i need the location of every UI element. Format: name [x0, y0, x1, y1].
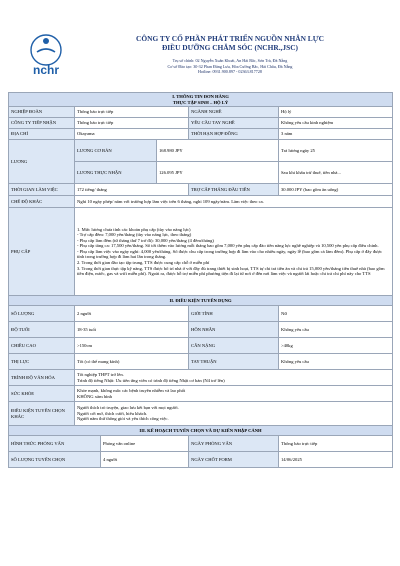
salary-label: LƯƠNG	[9, 140, 75, 184]
company-name-line2: ĐIỀU DƯỠNG CHĂM SÓC (NCHR.,JSC)	[161, 43, 299, 52]
headquarters-address: Trụ sở chính: 02 Nguyễn Xuân Khoát, An Hải Bắc, Sơn Trà, Đà Nẵng	[172, 58, 288, 63]
address-label: ĐỊA CHỈ	[9, 129, 75, 140]
other-conditions-label: ĐIỀU KIỆN TUYỂN CHỌN KHÁC	[9, 402, 75, 426]
handedness-label: TAY THUẬN	[189, 354, 279, 370]
interview-date-label: NGÀY PHỎNG VẤN	[189, 436, 279, 452]
industry-label: NGÀNH NGHỀ	[189, 107, 279, 118]
contract-label: THỜI HẠN HỢP ĐỒNG	[189, 129, 279, 140]
gender-label: GIỚI TÍNH	[189, 306, 279, 322]
allowance-item: 3. Trong thời gian thực tập kỹ năng, TTS được bố trí nhà ở với đầy đủ trang thiết bị sinh hoạt, TTS tự chi trả tiền ăn và chi trả 15,000 yên/tháng tiền thuê nhà (bao gồm tiền điện, nước, gas và wifi miễn phí). Ngoài ra, được hỗ trợ miễn phí phương tiện đi lại từ nơi ở đến nơi làm việc và người lái hoặc chi trả chi phí này cho TTS	[77, 265, 385, 277]
form-deadline-value: 14/06/2025	[279, 452, 393, 468]
health-line: Khỏe mạnh, không mắc các bệnh truyền nhiễm và lao phổi	[77, 388, 186, 394]
eyesight-value: Tốt (có thể mang kính)	[75, 354, 189, 370]
employer-label: CÔNG TY TIẾP NHẬN	[9, 118, 75, 129]
company-name-line1: CÔNG TY CỔ PHẦN PHÁT TRIỂN NGUỒN NHÂN LỰC	[136, 34, 324, 43]
condition-item: Người thích trò truyện, giao lưu kết bạn với mọi người.	[77, 405, 179, 411]
hours-value: 172 tiếng/ tháng	[75, 184, 189, 196]
letterhead	[20, 18, 388, 88]
gender-value: Nữ	[279, 306, 393, 322]
allowance-item: 2. Trong thời gian đào tạo tập trung, TTS được cung cấp chỗ ở miễn phí	[77, 260, 210, 266]
quantity-label: SỐ LƯỢNG	[9, 306, 75, 322]
address-value: Okayama	[75, 129, 189, 140]
allowance-list	[75, 208, 393, 296]
education-line: Tốt nghiệp THPT trở lên.	[77, 372, 124, 378]
section-title-order: I. THÔNG TIN ĐƠN HÀNG	[172, 94, 229, 99]
selection-count-value: 4 người	[101, 452, 189, 468]
training-address: Cơ sở Đào tạo: 30-32 Phan Đăng Lưu, Hòa Cường Bắc, Hải Châu, Đà Nẵng	[167, 63, 293, 69]
interview-form-label: HÌNH THỨC PHỎNG VẤN	[9, 436, 101, 452]
tattoo-line: KHÔNG xăm hình	[77, 393, 112, 399]
union-value: Thông báo trực tiếp	[75, 107, 189, 118]
height-value: >150cm	[75, 338, 189, 354]
section-subtitle-order: THỰC TẬP SINH – HỘ LÝ	[172, 99, 229, 105]
section-header-order	[9, 93, 393, 107]
company-logo	[20, 28, 72, 80]
first-month-allowance-label: TRỢ CẤP THÁNG ĐẦU TIÊN	[189, 184, 279, 196]
first-month-allowance-value: 30.000 JPY (bao gồm ăn uống)	[279, 184, 393, 196]
net-salary-value: 126.095 JPY	[157, 162, 279, 184]
allowance-item: 1. Mức lương chưa tính các khoản phụ cấp (tùy vào năng lực)	[77, 226, 191, 232]
age-value: 18-35 tuổi	[75, 322, 189, 338]
other-conditions-list	[75, 402, 393, 426]
net-salary-label: LƯƠNG THỰC NHẬN	[75, 162, 157, 184]
other-benefits-label: CHẾ ĐỘ KHÁC	[9, 196, 75, 208]
company-name	[80, 34, 380, 52]
employer-value: Thông báo trực tiếp	[75, 118, 189, 129]
marital-value: Không yêu cầu	[279, 322, 393, 338]
allowance-item: - Phụ cấp làm việc vào ngày nghỉ: 4,000 yên/tháng. Số được chu cấp trong trường hợp đi làm vào cho nhiều ngày, ngày lễ (bao gồm cả làm đêm). Phụ cấp ở đây được tính trong trường hợp đi làm hai lần trong tháng.	[77, 248, 383, 260]
form-deadline-label: NGÀY CHỐT FORM	[189, 452, 279, 468]
job-order-table	[8, 92, 393, 468]
allowance-label: PHỤ CẤP	[9, 208, 75, 296]
industry-value: Hộ lý	[279, 107, 393, 118]
basic-salary-value: 168.980 JPY	[157, 140, 279, 162]
handedness-value: Không yêu cầu	[279, 354, 393, 370]
condition-item: Người cởi mở, thích cười, hiếu khách.	[77, 410, 148, 416]
other-benefits-value: Nghỉ 10 ngày phép/ năm với trường hợp làm việc trên 6 tháng, nghỉ 109 ngày/năm. Làm việc theo ca.	[75, 196, 393, 208]
allowance-item: - Phụ cấp tăng ca: 17,500 yên/tháng. Số tới thêm vào lương mỗi tháng bao gồm 7,000 yên phụ cấp đào tiền năng lực nghề nghiệp và 10,500 yên phụ cấp điều chỉnh.	[77, 243, 379, 249]
height-label: CHIỀU CAO	[9, 338, 75, 354]
hours-label: THỜI GIAN LÀM VIỆC	[9, 184, 75, 196]
eyesight-label: THỊ LỰC	[9, 354, 75, 370]
weight-label: CÂN NẶNG	[189, 338, 279, 354]
basic-salary-label: LƯƠNG CƠ BẢN	[75, 140, 157, 162]
weight-value: >40kg	[279, 338, 393, 354]
section-title-conditions: II. ĐIỀU KIỆN TUYỂN DỤNG	[9, 296, 393, 306]
quantity-value: 2 người	[75, 306, 189, 322]
marital-label: HÔN NHÂN	[189, 322, 279, 338]
language-line: Trình độ tiếng Nhật: Ưu tiên ứng viên có trình độ tiếng Nhật cơ bản (N4 trở lên)	[77, 377, 225, 383]
contract-value: 3 năm	[279, 129, 393, 140]
education-label: TRÌNH ĐỘ VĂN HÓA	[9, 370, 75, 386]
logo-text: nchr	[32, 63, 60, 77]
interview-date-value: Thông báo trực tiếp	[279, 436, 393, 452]
basic-salary-note: Trả lương ngày 25	[279, 140, 393, 162]
skill-req-value: Không yêu cầu kinh nghiệm	[279, 118, 393, 129]
net-salary-note: Sau khi khấu trừ thuế, tiền nhà...	[279, 162, 393, 184]
health-value	[75, 386, 393, 402]
union-label: NGHIỆP ĐOÀN	[9, 107, 75, 118]
section-title-plan: III. KẾ HOẠCH TUYỂN CHỌN VÀ DỰ KIẾN NHẬP CẢNH	[9, 426, 393, 436]
selection-count-label: SỐ LƯỢNG TUYỂN CHỌN	[9, 452, 101, 468]
condition-item: Người năm thứ thông giỏi và yêu thích công việc.	[77, 416, 169, 422]
allowance-item: - Trợ cấp đêm: 7,000 yên/tháng (tùy vào năng lực, theo tháng)	[77, 232, 192, 238]
age-label: ĐỘ TUỔI	[9, 322, 75, 338]
education-value	[75, 370, 393, 386]
company-contact	[80, 58, 380, 75]
interview-form-value: Phỏng vấn online	[101, 436, 189, 452]
allowance-item: - Phụ cấp làm đêm (từ tháng thứ 7 trở đi): 30,000 yên/tháng (4 đêm/tháng)	[77, 237, 214, 243]
skill-req-label: YÊU CẦU TAY NGHỀ	[189, 118, 279, 129]
hotline: Hotline: 0931.900.897 - 02363.817728	[198, 69, 262, 75]
health-label: SỨC KHỎE	[9, 386, 75, 402]
